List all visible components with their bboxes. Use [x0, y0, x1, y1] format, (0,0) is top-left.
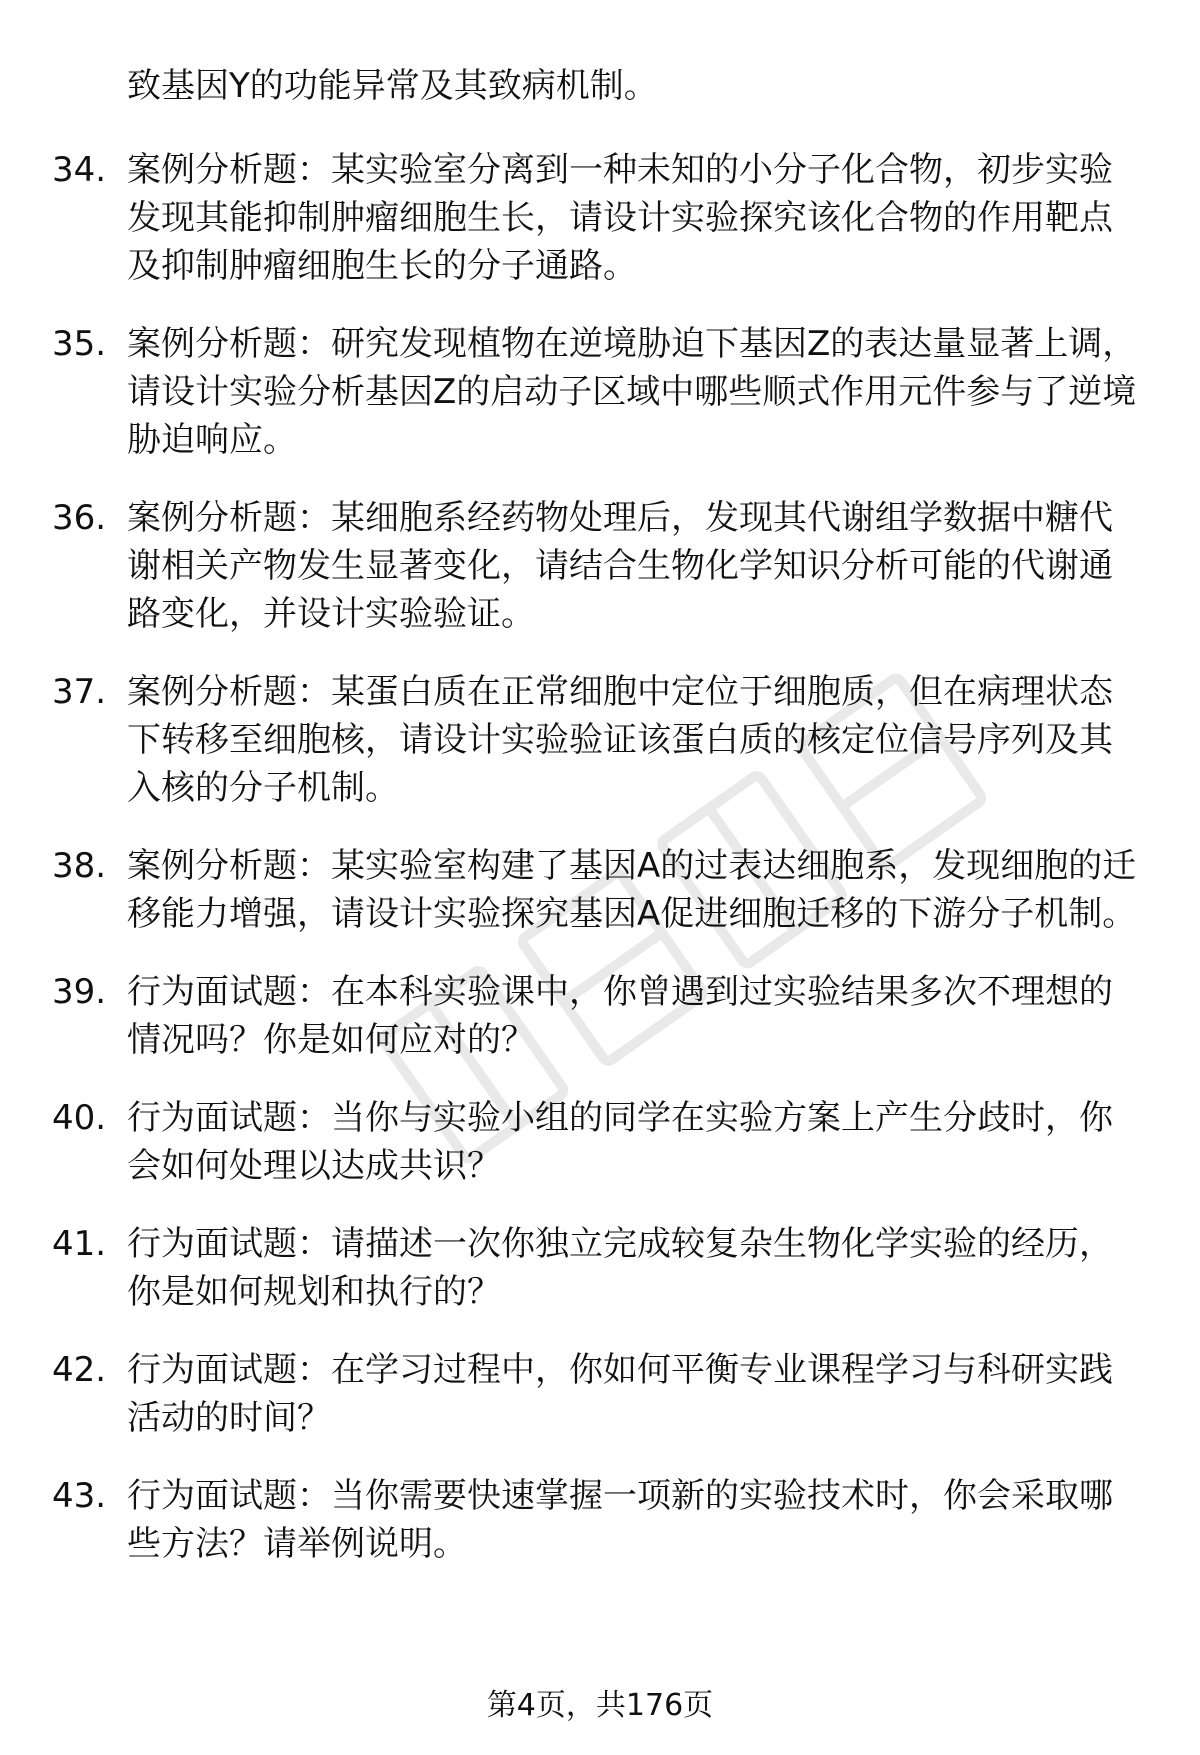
list-item	[52, 146, 1142, 290]
list-item	[52, 668, 1142, 812]
list-item	[52, 1094, 1142, 1190]
question-text: 行为面试题：当你需要快速掌握一项新的实验技术时，你会采取哪些方法？请举例说明。	[127, 1476, 1113, 1564]
question-text: 案例分析题：某实验室分离到一种未知的小分子化合物，初步实验发现其能抑制肿瘤细胞生长，请设计实验探究该化合物的作用靶点及抑制肿瘤细胞生长的分子通路。	[127, 150, 1113, 286]
question-number: 42.	[52, 1350, 107, 1390]
question-text: 案例分析题：研究发现植物在逆境胁迫下基因Z的表达量显著上调，请设计实验分析基因Z的启动子区域中哪些顺式作用元件参与了逆境胁迫响应。	[127, 324, 1137, 460]
question-number: 40.	[52, 1098, 107, 1138]
question-text: 案例分析题：某细胞系经药物处理后，发现其代谢组学数据中糖代谢相关产物发生显著变化，请结合生物化学知识分析可能的代谢通路变化，并设计实验验证。	[127, 498, 1113, 634]
question-number: 39.	[52, 972, 107, 1012]
list-item	[52, 1346, 1142, 1442]
question-number: 43.	[52, 1476, 107, 1516]
list-item	[52, 1220, 1142, 1316]
question-text: 案例分析题：某蛋白质在正常细胞中定位于细胞质，但在病理状态下转移至细胞核，请设计实验验证该蛋白质的核定位信号序列及其入核的分子机制。	[127, 672, 1113, 808]
list-item	[52, 1472, 1142, 1568]
continuation-text: 致基因Y的功能异常及其致病机制。	[127, 66, 658, 106]
list-item	[52, 494, 1142, 638]
list-item	[52, 968, 1142, 1064]
list-item	[52, 320, 1142, 464]
question-text: 行为面试题：在学习过程中，你如何平衡专业课程学习与科研实践活动的时间？	[127, 1350, 1113, 1438]
question-text: 行为面试题：当你与实验小组的同学在实验方案上产生分歧时，你会如何处理以达成共识？	[127, 1098, 1113, 1186]
question-number: 36.	[52, 498, 107, 538]
list-item	[52, 842, 1142, 938]
question-text: 行为面试题：请描述一次你独立完成较复杂生物化学实验的经历，你是如何规划和执行的？	[127, 1224, 1113, 1312]
question-number: 41.	[52, 1224, 107, 1264]
page-footer: 第4页，共176页	[486, 1688, 714, 1723]
question-text: 行为面试题：在本科实验课中，你曾遇到过实验结果多次不理想的情况吗？你是如何应对的？	[127, 972, 1113, 1060]
question-number: 34.	[52, 150, 107, 190]
question-text: 案例分析题：某实验室构建了基因A的过表达细胞系，发现细胞的迁移能力增强，请设计实验探究基因A促进细胞迁移的下游分子机制。	[127, 846, 1137, 934]
question-number: 35.	[52, 324, 107, 364]
question-number: 38.	[52, 846, 107, 886]
question-number: 37.	[52, 672, 107, 712]
question-list	[52, 146, 1142, 1598]
